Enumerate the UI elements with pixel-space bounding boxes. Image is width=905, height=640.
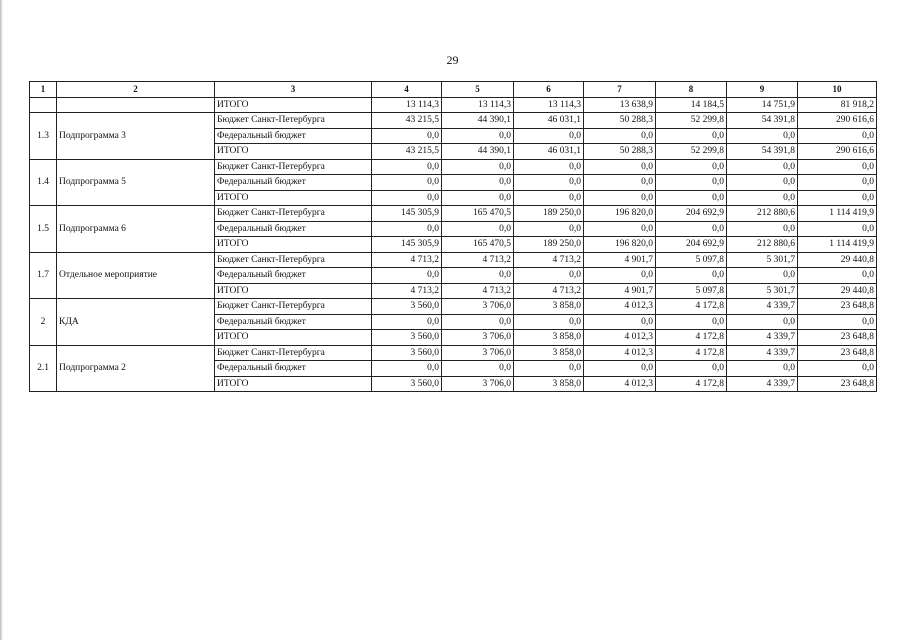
- year-value-cell: 212 880,6: [727, 237, 798, 253]
- year-value-cell: 3 706,0: [442, 330, 514, 346]
- year-value-cell: 204 692,9: [656, 206, 727, 222]
- year-value-cell: 0,0: [442, 159, 514, 175]
- funding-source-cell: Федеральный бюджет: [215, 268, 372, 284]
- table-row: [30, 113, 877, 129]
- funding-source-cell: Бюджет Санкт-Петербурга: [215, 206, 372, 222]
- year-value-cell: 4 012,3: [584, 345, 656, 361]
- total-value-cell: 0,0: [798, 159, 877, 175]
- year-value-cell: 43 215,5: [372, 144, 442, 160]
- table-row: [30, 97, 877, 113]
- funding-source-cell: Бюджет Санкт-Петербурга: [215, 252, 372, 268]
- header-cell: 9: [727, 82, 798, 98]
- year-value-cell: 43 215,5: [372, 113, 442, 129]
- total-value-cell: 0,0: [798, 268, 877, 284]
- funding-source-cell: ИТОГО: [215, 190, 372, 206]
- year-value-cell: 196 820,0: [584, 206, 656, 222]
- row-number-cell: 2.1: [30, 345, 57, 392]
- year-value-cell: 0,0: [442, 314, 514, 330]
- year-value-cell: 145 305,9: [372, 206, 442, 222]
- funding-source-cell: Бюджет Санкт-Петербурга: [215, 345, 372, 361]
- budget-table: [29, 81, 877, 392]
- year-value-cell: 0,0: [372, 190, 442, 206]
- year-value-cell: 0,0: [514, 175, 584, 191]
- total-value-cell: 0,0: [798, 175, 877, 191]
- year-value-cell: 5 097,8: [656, 252, 727, 268]
- year-value-cell: 212 880,6: [727, 206, 798, 222]
- year-value-cell: 46 031,1: [514, 144, 584, 160]
- funding-source-cell: Бюджет Санкт-Петербурга: [215, 299, 372, 315]
- year-value-cell: 0,0: [727, 268, 798, 284]
- year-value-cell: 0,0: [584, 128, 656, 144]
- year-value-cell: 4 713,2: [514, 252, 584, 268]
- year-value-cell: 0,0: [584, 268, 656, 284]
- header-cell: 7: [584, 82, 656, 98]
- year-value-cell: 4 339,7: [727, 299, 798, 315]
- header-cell: 10: [798, 82, 877, 98]
- total-value-cell: 290 616,6: [798, 113, 877, 129]
- row-number-cell: [30, 97, 57, 113]
- year-value-cell: 50 288,3: [584, 113, 656, 129]
- program-name-cell: Подпрограмма 5: [57, 159, 215, 206]
- year-value-cell: 5 097,8: [656, 283, 727, 299]
- page-number: 29: [446, 53, 459, 67]
- year-value-cell: 4 713,2: [372, 283, 442, 299]
- year-value-cell: 0,0: [727, 128, 798, 144]
- year-value-cell: 0,0: [372, 175, 442, 191]
- year-value-cell: 3 560,0: [372, 345, 442, 361]
- year-value-cell: 54 391,8: [727, 144, 798, 160]
- year-value-cell: 13 638,9: [584, 97, 656, 113]
- year-value-cell: 0,0: [372, 268, 442, 284]
- row-number-cell: 1.4: [30, 159, 57, 206]
- total-value-cell: 29 440,8: [798, 283, 877, 299]
- year-value-cell: 4 012,3: [584, 330, 656, 346]
- year-value-cell: 0,0: [656, 190, 727, 206]
- total-value-cell: 1 114 419,9: [798, 237, 877, 253]
- year-value-cell: 3 706,0: [442, 299, 514, 315]
- year-value-cell: 4 172,8: [656, 376, 727, 392]
- row-number-cell: 2: [30, 299, 57, 346]
- year-value-cell: 4 339,7: [727, 345, 798, 361]
- year-value-cell: 189 250,0: [514, 237, 584, 253]
- funding-source-cell: ИТОГО: [215, 144, 372, 160]
- funding-source-cell: Федеральный бюджет: [215, 221, 372, 237]
- year-value-cell: 50 288,3: [584, 144, 656, 160]
- year-value-cell: 165 470,5: [442, 237, 514, 253]
- year-value-cell: 13 114,3: [442, 97, 514, 113]
- table-row: [30, 345, 877, 361]
- program-name-cell: КДА: [57, 299, 215, 346]
- total-value-cell: 0,0: [798, 128, 877, 144]
- funding-source-cell: Федеральный бюджет: [215, 175, 372, 191]
- year-value-cell: 3 858,0: [514, 345, 584, 361]
- year-value-cell: 4 901,7: [584, 252, 656, 268]
- scan-edge-shadow: [0, 0, 3, 640]
- year-value-cell: 0,0: [727, 175, 798, 191]
- year-value-cell: 14 751,9: [727, 97, 798, 113]
- year-value-cell: 0,0: [514, 159, 584, 175]
- funding-source-cell: ИТОГО: [215, 237, 372, 253]
- row-number-cell: 1.5: [30, 206, 57, 253]
- year-value-cell: 0,0: [514, 314, 584, 330]
- program-name-cell: [57, 97, 215, 113]
- year-value-cell: 5 301,7: [727, 283, 798, 299]
- year-value-cell: 3 706,0: [442, 376, 514, 392]
- year-value-cell: 3 706,0: [442, 345, 514, 361]
- year-value-cell: 0,0: [372, 314, 442, 330]
- year-value-cell: 0,0: [584, 175, 656, 191]
- funding-source-cell: Федеральный бюджет: [215, 314, 372, 330]
- year-value-cell: 4 339,7: [727, 330, 798, 346]
- year-value-cell: 4 713,2: [442, 283, 514, 299]
- row-number-cell: 1.3: [30, 113, 57, 160]
- year-value-cell: 0,0: [656, 268, 727, 284]
- year-value-cell: 3 858,0: [514, 299, 584, 315]
- table-row: [30, 252, 877, 268]
- year-value-cell: 4 172,8: [656, 299, 727, 315]
- year-value-cell: 3 858,0: [514, 376, 584, 392]
- year-value-cell: 0,0: [656, 221, 727, 237]
- year-value-cell: 0,0: [656, 128, 727, 144]
- table-row: [30, 299, 877, 315]
- header-row: [30, 82, 877, 98]
- year-value-cell: 0,0: [514, 221, 584, 237]
- year-value-cell: 52 299,8: [656, 144, 727, 160]
- row-number-cell: 1.7: [30, 252, 57, 299]
- year-value-cell: 4 339,7: [727, 376, 798, 392]
- header-cell: 2: [57, 82, 215, 98]
- total-value-cell: 0,0: [798, 314, 877, 330]
- year-value-cell: 0,0: [727, 221, 798, 237]
- year-value-cell: 0,0: [584, 314, 656, 330]
- year-value-cell: 52 299,8: [656, 113, 727, 129]
- year-value-cell: 4 713,2: [514, 283, 584, 299]
- year-value-cell: 5 301,7: [727, 252, 798, 268]
- total-value-cell: 0,0: [798, 221, 877, 237]
- program-name-cell: Подпрограмма 3: [57, 113, 215, 160]
- funding-source-cell: ИТОГО: [215, 330, 372, 346]
- year-value-cell: 4 012,3: [584, 376, 656, 392]
- year-value-cell: 0,0: [656, 159, 727, 175]
- year-value-cell: 13 114,3: [514, 97, 584, 113]
- funding-source-cell: Бюджет Санкт-Петербурга: [215, 113, 372, 129]
- year-value-cell: 0,0: [584, 159, 656, 175]
- total-value-cell: 1 114 419,9: [798, 206, 877, 222]
- year-value-cell: 44 390,1: [442, 144, 514, 160]
- total-value-cell: 23 648,8: [798, 299, 877, 315]
- year-value-cell: 4 901,7: [584, 283, 656, 299]
- total-value-cell: 290 616,6: [798, 144, 877, 160]
- funding-source-cell: Федеральный бюджет: [215, 361, 372, 377]
- year-value-cell: 0,0: [372, 221, 442, 237]
- total-value-cell: 0,0: [798, 361, 877, 377]
- funding-source-cell: Бюджет Санкт-Петербурга: [215, 159, 372, 175]
- year-value-cell: 0,0: [442, 175, 514, 191]
- year-value-cell: 0,0: [442, 190, 514, 206]
- year-value-cell: 46 031,1: [514, 113, 584, 129]
- year-value-cell: 0,0: [372, 128, 442, 144]
- year-value-cell: 0,0: [584, 190, 656, 206]
- year-value-cell: 0,0: [442, 221, 514, 237]
- table-row: [30, 159, 877, 175]
- table-row: [30, 206, 877, 222]
- table-body: [30, 97, 877, 392]
- year-value-cell: 4 012,3: [584, 299, 656, 315]
- funding-source-cell: Федеральный бюджет: [215, 128, 372, 144]
- header-cell: 5: [442, 82, 514, 98]
- year-value-cell: 0,0: [727, 361, 798, 377]
- header-cell: 3: [215, 82, 372, 98]
- year-value-cell: 4 172,8: [656, 345, 727, 361]
- year-value-cell: 3 560,0: [372, 376, 442, 392]
- year-value-cell: 0,0: [442, 268, 514, 284]
- year-value-cell: 165 470,5: [442, 206, 514, 222]
- year-value-cell: 0,0: [372, 361, 442, 377]
- year-value-cell: 0,0: [727, 159, 798, 175]
- year-value-cell: 0,0: [727, 314, 798, 330]
- funding-source-cell: ИТОГО: [215, 376, 372, 392]
- header-cell: 4: [372, 82, 442, 98]
- year-value-cell: 4 172,8: [656, 330, 727, 346]
- total-value-cell: 29 440,8: [798, 252, 877, 268]
- year-value-cell: 0,0: [727, 190, 798, 206]
- year-value-cell: 204 692,9: [656, 237, 727, 253]
- year-value-cell: 4 713,2: [372, 252, 442, 268]
- year-value-cell: 189 250,0: [514, 206, 584, 222]
- total-value-cell: 81 918,2: [798, 97, 877, 113]
- year-value-cell: 0,0: [656, 314, 727, 330]
- total-value-cell: 0,0: [798, 190, 877, 206]
- year-value-cell: 13 114,3: [372, 97, 442, 113]
- header-cell: 6: [514, 82, 584, 98]
- program-name-cell: Подпрограмма 2: [57, 345, 215, 392]
- year-value-cell: 0,0: [442, 361, 514, 377]
- year-value-cell: 0,0: [372, 159, 442, 175]
- year-value-cell: 0,0: [584, 361, 656, 377]
- header-cell: 1: [30, 82, 57, 98]
- year-value-cell: 145 305,9: [372, 237, 442, 253]
- year-value-cell: 3 560,0: [372, 330, 442, 346]
- year-value-cell: 3 560,0: [372, 299, 442, 315]
- program-name-cell: Подпрограмма 6: [57, 206, 215, 253]
- year-value-cell: 4 713,2: [442, 252, 514, 268]
- header-cell: 8: [656, 82, 727, 98]
- program-name-cell: Отдельное мероприятие: [57, 252, 215, 299]
- year-value-cell: 0,0: [656, 361, 727, 377]
- year-value-cell: 0,0: [656, 175, 727, 191]
- year-value-cell: 0,0: [514, 361, 584, 377]
- year-value-cell: 3 858,0: [514, 330, 584, 346]
- funding-source-cell: ИТОГО: [215, 283, 372, 299]
- year-value-cell: 0,0: [584, 221, 656, 237]
- year-value-cell: 14 184,5: [656, 97, 727, 113]
- funding-source-cell: ИТОГО: [215, 97, 372, 113]
- year-value-cell: 0,0: [442, 128, 514, 144]
- year-value-cell: 0,0: [514, 128, 584, 144]
- total-value-cell: 23 648,8: [798, 376, 877, 392]
- total-value-cell: 23 648,8: [798, 330, 877, 346]
- total-value-cell: 23 648,8: [798, 345, 877, 361]
- year-value-cell: 0,0: [514, 268, 584, 284]
- year-value-cell: 44 390,1: [442, 113, 514, 129]
- year-value-cell: 0,0: [514, 190, 584, 206]
- year-value-cell: 196 820,0: [584, 237, 656, 253]
- year-value-cell: 54 391,8: [727, 113, 798, 129]
